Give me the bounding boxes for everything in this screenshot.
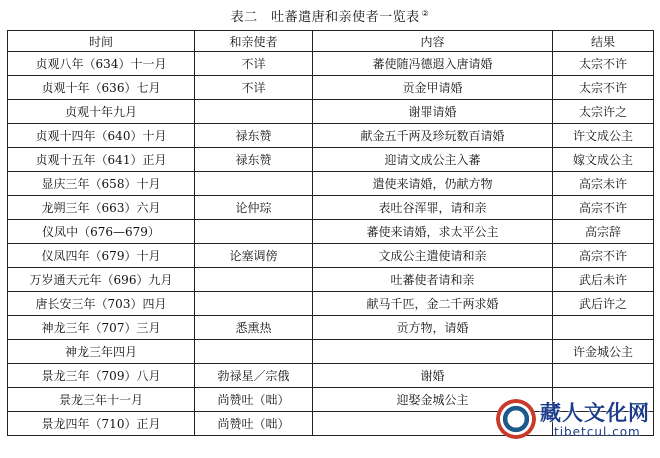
table-row [8,148,654,172]
table-row [8,268,654,292]
cell-result [553,316,654,340]
cell-content: 献金五千两及珍玩数百请婚 [313,124,553,148]
cell-time: 景龙四年（710）正月 [8,412,195,436]
cell-time: 万岁通天元年（696）九月 [8,268,195,292]
title-footnote: ② [421,8,430,18]
cell-envoy [195,268,313,292]
cell-time: 景龙三年十一月 [8,388,195,412]
watermark-name: 藏人文化网 [540,400,650,425]
cell-envoy: 禄东赞 [195,124,313,148]
cell-time: 贞观十四年（640）十月 [8,124,195,148]
cell-envoy: 勃禄星／宗俄 [195,364,313,388]
table-row [8,244,654,268]
table-row [8,220,654,244]
cell-result: 武后许之 [553,292,654,316]
cell-result: 许文成公主 [553,124,654,148]
cell-envoy: 尚赞吐（咄） [195,412,313,436]
table-row [8,52,654,76]
cell-time: 唐长安三年（703）四月 [8,292,195,316]
table-row [8,364,654,388]
table-row [8,100,654,124]
cell-content: 谢罪请婚 [313,100,553,124]
cell-time: 神龙三年（707）三月 [8,316,195,340]
cell-time: 贞观八年（634）十一月 [8,52,195,76]
cell-envoy: 禄东赞 [195,148,313,172]
table-row [8,316,654,340]
cell-envoy: 不详 [195,76,313,100]
cell-time: 神龙三年四月 [8,340,195,364]
cell-result: 高宗不许 [553,244,654,268]
cell-envoy: 不详 [195,52,313,76]
cell-content: 文成公主遣使请和亲 [313,244,553,268]
table-title [0,6,660,25]
cell-content: 吐蕃使者请和亲 [313,268,553,292]
cell-time: 贞观十年九月 [8,100,195,124]
cell-time: 仪凤四年（679）十月 [8,244,195,268]
cell-content: 谢婚 [313,364,553,388]
cell-envoy: 论仲琮 [195,196,313,220]
table-row [8,292,654,316]
cell-time: 龙朔三年（663）六月 [8,196,195,220]
table-header-row [8,31,654,52]
cell-result: 武后未许 [553,268,654,292]
cell-result: 高宗辞 [553,220,654,244]
table-body [8,52,654,436]
watermark [496,395,658,455]
cell-result: 许金城公主 [553,340,654,364]
cell-content: 遣使来请婚，仍献方物 [313,172,553,196]
cell-time: 仪凤中（676—679） [8,220,195,244]
cell-result: 太宗许之 [553,100,654,124]
cell-envoy: 尚赞吐（咄） [195,388,313,412]
cell-content: 迎娶金城公主 [313,388,553,412]
cell-content [313,340,553,364]
cell-time: 景龙三年（709）八月 [8,364,195,388]
table-row [8,196,654,220]
cell-envoy [195,220,313,244]
cell-envoy: 悉熏热 [195,316,313,340]
cell-time: 显庆三年（658）十月 [8,172,195,196]
cell-envoy: 论塞调傍 [195,244,313,268]
table-title-text: 表二 吐蕃遣唐和亲使者一览表 [230,10,420,25]
cell-result: 高宗不许 [553,196,654,220]
table-row [8,124,654,148]
cell-time: 贞观十年（636）七月 [8,76,195,100]
header-content: 内容 [313,31,553,52]
cell-envoy [195,340,313,364]
cell-content: 贡方物，请婚 [313,316,553,340]
table-row [8,76,654,100]
cell-content: 表吐谷浑罪，请和亲 [313,196,553,220]
cell-result: 嫁文成公主 [553,148,654,172]
watermark-url: tibetcul.com [554,425,641,439]
cell-content: 蕃使随冯德遐入唐请婚 [313,52,553,76]
cell-result [553,364,654,388]
table-row [8,340,654,364]
cell-result: 太宗不许 [553,52,654,76]
envoy-table [7,30,654,436]
cell-envoy [195,292,313,316]
cell-result: 太宗不许 [553,76,654,100]
cell-content: 迎请文成公主入蕃 [313,148,553,172]
cell-time: 贞观十五年（641）正月 [8,148,195,172]
cell-result: 高宗未许 [553,172,654,196]
header-result: 结果 [553,31,654,52]
header-envoy: 和亲使者 [195,31,313,52]
site-logo-icon [496,399,536,439]
header-time: 时间 [8,31,195,52]
table-row [8,172,654,196]
cell-envoy [195,172,313,196]
cell-content: 蕃使来请婚，求太平公主 [313,220,553,244]
cell-envoy [195,100,313,124]
cell-content: 贡金甲请婚 [313,76,553,100]
cell-content: 献马千匹，金二千两求婚 [313,292,553,316]
